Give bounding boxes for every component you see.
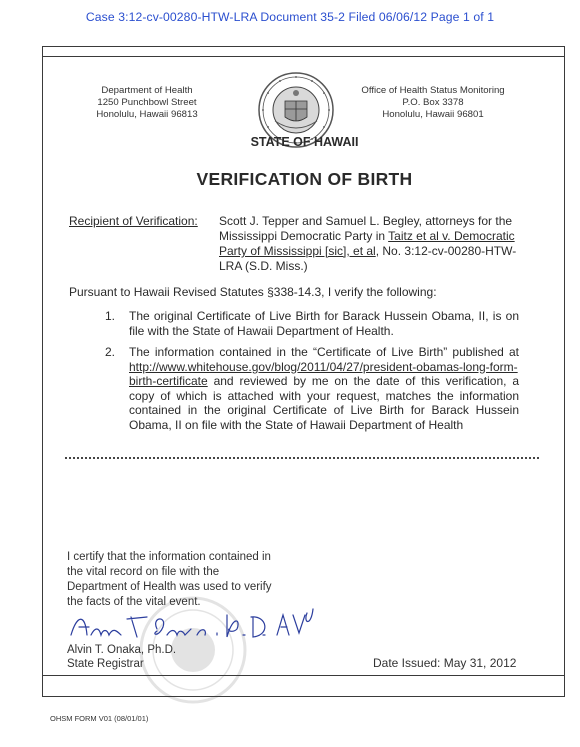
address-line: Office of Health Status Monitoring [361,85,505,96]
address-line: Honolulu, Hawaii 96801 [382,109,484,120]
item-text-a: The information contained in the “Certificate of Live Birth” published at [129,345,519,359]
case-header: Case 3:12-cv-00280-HTW-LRA Document 35-2 Filed 06/06/12 Page 1 of 1 [85,10,495,24]
signer-block [67,643,176,671]
date-issued: Date Issued: May 31, 2012 [373,656,517,670]
item-number: 1. [105,309,116,323]
recipient-label: Recipient of Verification: [69,214,198,228]
item-text-b: and reviewed by me on the date of this verification, a copy of which is attached with your request, matches the information contained in the original Certificate of Live Birth for Barack Hussein Obama, II on file with the State of Hawaii Department of Health [129,374,519,432]
item-text [129,345,519,432]
case-name: Taitz et al v. Democratic Party of Mississippi [sic], et al [219,229,515,258]
office-address [353,85,513,121]
signer-title: State Registrar [67,658,144,670]
signer-name: Alvin T. Onaka, Ph.D. [67,644,177,656]
state-title: STATE OF HAWAII [250,135,359,149]
department-address [91,85,203,121]
form-id: OHSM FORM V01 (08/01/01) [50,714,149,723]
address-line: Department of Health [101,85,193,96]
address-line: P.O. Box 3378 [402,97,464,108]
document-title: VERIFICATION OF BIRTH [196,169,413,189]
address-line: Honolulu, Hawaii 96813 [96,109,198,120]
recipient-text-a: Scott J. Tepper and Samuel L. Begley, attorneys for the Mississippi Democratic Party in [219,214,513,243]
document-frame [42,46,565,697]
dotted-separator [65,457,539,459]
item-text: The original Certificate of Live Birth for Barack Hussein Obama, II, is on file with the State of Hawaii Department of Health. [129,309,519,338]
bottom-rule [43,675,564,676]
top-rule [43,56,564,57]
address-line: 1250 Punchbowl Street [97,97,197,108]
recipient-text-b: , No. 3:12-cv-00280-HTW-LRA (S.D. Miss.) [219,244,517,273]
recipient-text [219,214,537,274]
whitehouse-link[interactable]: http://www.whitehouse.gov/blog/2011/04/27/president-obamas-long-form-birth-certificate [129,359,518,388]
certification-statement: I certify that the information contained in the vital record on file with the Department of Health was used to verify the facts of the vital event. [67,551,272,608]
pursuant-statement: Pursuant to Hawaii Revised Statutes §338-14.3, I verify the following: [69,285,437,299]
item-number: 2. [105,345,116,359]
